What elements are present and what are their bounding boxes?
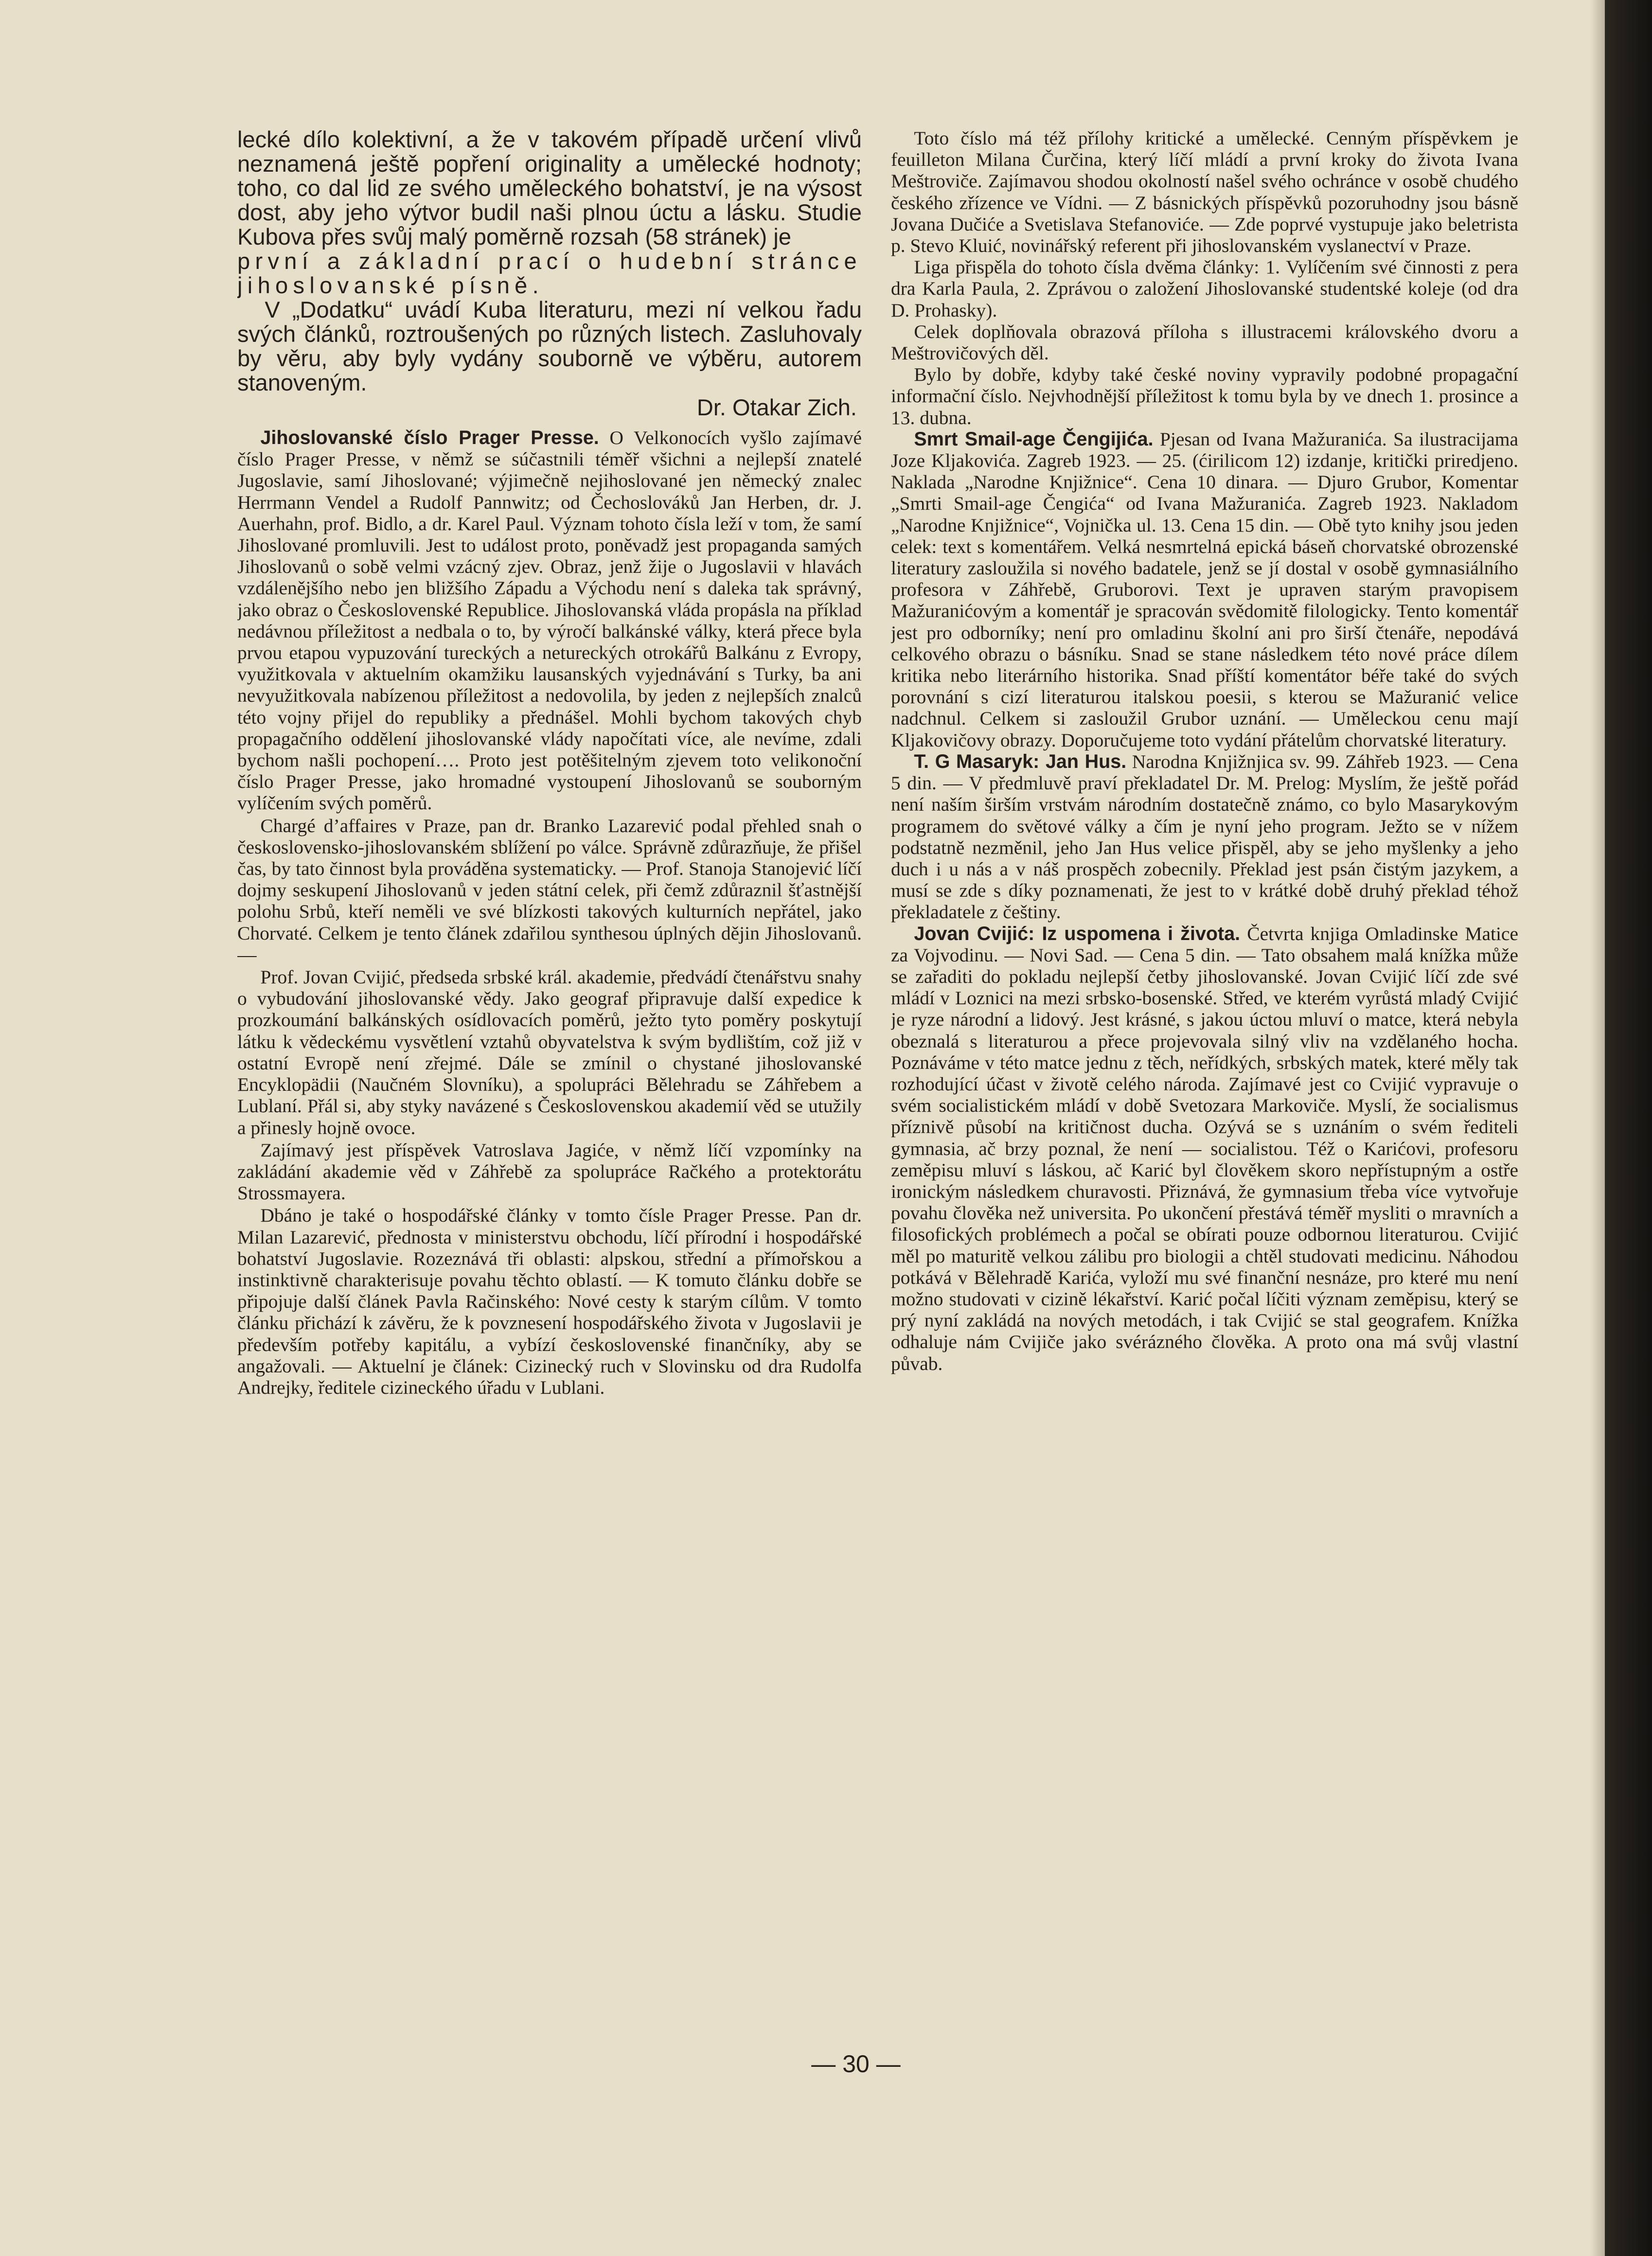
paragraph-cvijic-academy: Prof. Jovan Cvijić, předseda srbské král. akademie, předvádí čtenářstvu snahy o vybudování jihoslovanské vědy. Jako geograf připravuje další expedice k prozkoumání balkánských osídlovacích poměrů, ježto tyto poměry poskytují látku k vědeckému vysvětlení vztahů obyvatelstva k svým bydlištím, což již v ostatní Evropě není zřejmé. Dále se zmínil o chystané jihoslovanské Encyklopädii (Naučném Slovníku), a spolupráci Bělehradu se Záhřebem a Lublaní. Přál si, aby styky navázené s Československou akademií věd se utužily a přinesly hojně ovoce. xyxy=(237,966,862,1138)
left-column xyxy=(237,127,862,2048)
review-heading: Jovan Cvijić: Iz uspomena i života. xyxy=(914,923,1241,944)
right-column xyxy=(891,127,1518,2048)
intro-paragraph-emphasis: první a základní prací o hudební stránce jihoslovanské písně. xyxy=(237,249,862,298)
review-heading: T. G Masaryk: Jan Hus. xyxy=(914,750,1127,772)
paragraph-jagic: Zajímavý jest příspěvek Vatroslava Jagiće, v němž líčí vzpomínky na zakládání akademie věd v Záhřebě za spolupráce Račkého a protektorátu Strossmayera. xyxy=(237,1139,862,1204)
review-heading: Smrt Smail-age Čengijića. xyxy=(914,428,1154,450)
page-number: — 30 — xyxy=(811,2050,901,2078)
article-heading: Jihoslovanské číslo Prager Presse. xyxy=(260,427,599,448)
article-prager-presse xyxy=(237,427,862,814)
review-smrt-smail-age xyxy=(891,428,1518,751)
author-signature: Dr. Otakar Zich. xyxy=(696,394,857,420)
paragraph-liga: Liga přispěla do tohoto čísla dvěma články: 1. Vylíčením své činnosti z pera dra Karla Paula, 2. Zprávou o založení Jihoslovanské studentské koleje (od dra D. Prohasky). xyxy=(891,256,1518,321)
paragraph-economy: Dbáno je také o hospodářské články v tomto čísle Prager Presse. Pan dr. Milan Lazarević, přednosta v ministerstvu obchodu, líčí přírodní i hospodářské bohatství Jugoslavie. Rozeznává tři oblasti: alpskou, střední a přímořskou a instinktivně charakterisuje povahu těchto oblastí. — K tomuto článku dobře se připojuje další článek Pavla Račinského: Nové cesty k starým cílům. V tomto článku přichází k závěru, že k povznesení hospodářského života v Jugoslavii je především potřeby kapitálu, a vybízí československé finančníky, aby se angažovali. — Aktuelní je článek: Cizinecký ruch v Slovinsku od dra Rudolfa Andrejky, ředitele cizineckého úřadu v Lublani. xyxy=(237,1205,862,1398)
scanner-background-strip xyxy=(1605,0,1652,2256)
review-cvijic-memoirs xyxy=(891,923,1518,1374)
paragraph-supplements: Toto číslo má též přílohy kritické a umělecké. Cenným příspěvkem je feuilleton Milana Čurčina, který líčí mládí a první kroky do života Ivana Meštroviče. Zajímavou shodou okolností našel svého ochránce v osobě chudého českého zřízence ve Vídni. — Z básnických příspěvků pozoruhodny jsou básně Jovana Dučiće a Svetislava Stefanoviće. — Zde poprvé vystupuje jako beletrista p. Stevo Kluić, novinářský referent při jihoslovanském vyslanectví v Praze. xyxy=(891,127,1518,257)
intro-paragraph-lead: lecké dílo kolektivní, a že v takovém případě určení vlivů neznamená ještě popření originality a umělecké hodnoty; toho, co dal lid ze svého uměleckého bohatství, je na výsost dost, aby jeho výtvor budil naši plnou úctu a lásku. Studie Kubova přes svůj malý poměrně rozsah (58 stránek) je xyxy=(237,127,862,249)
review-body: Narodna Knjižnjica sv. 99. Záhřeb 1923. — Cena 5 din. — V předmluvě praví překladatel Dr. M. Prelog: Myslím, že ještě pořád není naším širším vrstvám národním dostatečně známo, co bylo Masarykovým programem do světové války a čím je nyní jeho program. Ježto se v nížem podstatně nezměnil, jeho Jan Hus velice přispěl, aby se jeho myšlenky a jeho duch i u nás a v náš prospěch zobecnily. Překlad jest psán čistým jazykem, a musí se zde s díky poznamenati, že jest to v krátké době druhý překlad téhož překladatele z češtiny. xyxy=(891,750,1518,923)
paragraph-lazarevic: Chargé d’affaires v Praze, pan dr. Branko Lazarević podal přehled snah o československo-jihoslovanském sblížení po válce. Správně zdůrazňuje, že přišel čas, by tato činnost byla prováděna systematicky. — Prof. Stanoja Stanojević líčí dojmy seskupení Jihoslovanů v jeden státní celek, při čemž zdůraznil šťastnější polohu Srbů, kteří neměli ve své blízkosti takových kulturních nepřátel, jako Chorvaté. Celkem je tento článek zdařilou synthesou úplných dějin Jihoslovanů. — xyxy=(237,815,862,965)
paragraph-illustrations: Celek doplňovala obrazová příloha s illustracemi královského dvoru a Meštrovičových děl. xyxy=(891,320,1518,364)
intro-paragraph-dodatek: V „Dodatku“ uvádí Kuba literaturu, mezi ní velkou řadu svých článků, roztroušených po různých listech. Zasluhovaly by věru, aby byly vydány souborně ve výběru, autorem stanoveným. xyxy=(237,297,862,395)
paragraph-czech-newspapers: Bylo by dobře, kdyby také české noviny vypravily podobné propagační informační číslo. Nejvhodnější příležitost k tomu byla by ve dnech 1. prosince a 13. dubna. xyxy=(891,364,1518,428)
article-body: O Velkonocích vyšlo zajímavé číslo Prager Presse, v němž se súčastnili téměř všichni a nejlepší znatelé Jugoslavie, samí Jihoslované; výjimečně nejihoslované jen německý znalec Herrmann Vendel a Rudolf Pannwitz; od Čechoslováků Jan Herben, dr. J. Auerhahn, prof. Bidlo, a dr. Karel Paul. Význam tohoto čísla leží v tom, že samí Jihoslované promluvili. Jest to událost proto, poněvadž jest propaganda samých Jihoslovanů o sobě velmi vzácný zjev. Obraz, jenž žije o Jugoslavii v hlavách vzdálenějšího nebo jen bližšího Západu a Východu není s daleka tak správný, jako obraz o Československé Republice. Jihoslovanská vláda propásla na příklad nedávnou příležitost a nedbala o to, by výročí balkánské války, která přece byla prvou etapou vypuzování tureckých a netureckých otrokářů Balkánu z Evropy, využitkovala v aktuelním okamžiku lausanských vyjednávání s Turky, ba ani nevyužitkovala nabízenou příležitost a nedovolila, by jeden z nejlepších znalců této vojny přijel do republiky a přednášel. Mohli bychom takových chyb propagačního oddělení jihoslovanské vlády napočítati více, ale nevíme, zdali bychom našli pochopení…. Proto jest potěšitelným zjevem toto velikonoční číslo Prager Presse, jako hromadné vystoupení Jihoslovanů se souborným vylíčením svých poměrů. xyxy=(237,427,862,814)
review-body: Četvrta knjiga Omladinske Matice za Vojvodinu. — Novi Sad. — Cena 5 din. — Tato obsahem malá knížka může se zařaditi do pokladu nejlepší četby jihoslovanské. Jovan Cvijić líčí zde své mládí v Loznici na mezi srbsko-bosenské. Střed, ve kterém vyrůstá mladý Cvijić je ryze národní a lidový. Jest krásné, s jakou úctou mluví o matce, která nebyla obeznalá s literaturou a přece projevovala silný vliv na vzdělaného hocha. Poznáváme v této matce jednu z těch, neřídkých, srbských matek, které měly tak rozhodující účast v životě celého národa. Zajímavé jest co Cvijić vypravuje o svém socialistickém mládí v době Svetozara Markoviče. Myslí, že socialismus příznivě působí na kritičnost ducha. Ozývá se s uznáním o svém řediteli gymnasia, ač brzy poznal, že není — socialistou. Též o Karićovi, profesoru zeměpisu mluví s láskou, ač Karić byl člověkem skoro nepřístupným a ostře ironickým následkem churavosti. Přiznává, že gymnasium třeba více vytvořuje povahu člověka než universita. Po ukončení přestává téměř mysliti o mravních a filosofických problémech a počal se obírati pouze odbornou literaturou. Cvijić měl po maturitě velkou zálibu pro biologii a chtěl studovati medicinu. Náhodou potkává v Bělehradě Karića, vyloží mu své finanční nesnáze, pro které mu není možno studovati v cizině lékařství. Karić počal líčiti význam zeměpisu, který se prý nyní zakládá na nových metodách, i tak Cvijić se stal geografem. Knížka odhaluje nám Cvijiče jako svérázného člověka. A proto ona má svůj vlastní půvab. xyxy=(891,923,1518,1374)
review-jan-hus xyxy=(891,751,1518,923)
review-body: Pjesan od Ivana Mažuranića. Sa ilustracijama Joze Kljakovića. Zagreb 1923. — 25. (ćirilicom 12) izdanje, kritički priredjeno. Naklada „Narodne Knjižnice“. Cena 10 dinara. — Djuro Grubor, Komentar „Smrti Smail-age Čengića“ od Ivana Mažuranića. Zagreb 1923. Nakladom „Narodne Knjižnice“, Vojnička ul. 13. Cena 15 din. — Obě tyto knihy jsou jeden celek: text s komentářem. Velká nesmrtelná epická báseň chorvatské obrozenské literatury zasloužila si nového badatele, jenž se jí dostal v osobě gymnasiálního profesora v Záhřebě, Gruborovi. Text je upraven starým pravopisem Mažuranićovým a komentář je spracován svědomitě filologicky. Tento komentář jest pro odborníky; není pro omladinu školní ani pro širší čtenáře, nepodává celkového obrazu o básníku. Snad se stane následkem této nové práce dílem kritika nebo literárního historika. Snad příští komentátor béře také do svých porovnání s cizí literaturou italskou poesii, s kterou se Mažuranić velice nadchnul. Celkem si zasloužil Grubor uznání. — Uměleckou cenu mají Kljakovičovy obrazy. Doporučujeme toto vydání přátelům chorvatské literatury. xyxy=(891,428,1518,751)
